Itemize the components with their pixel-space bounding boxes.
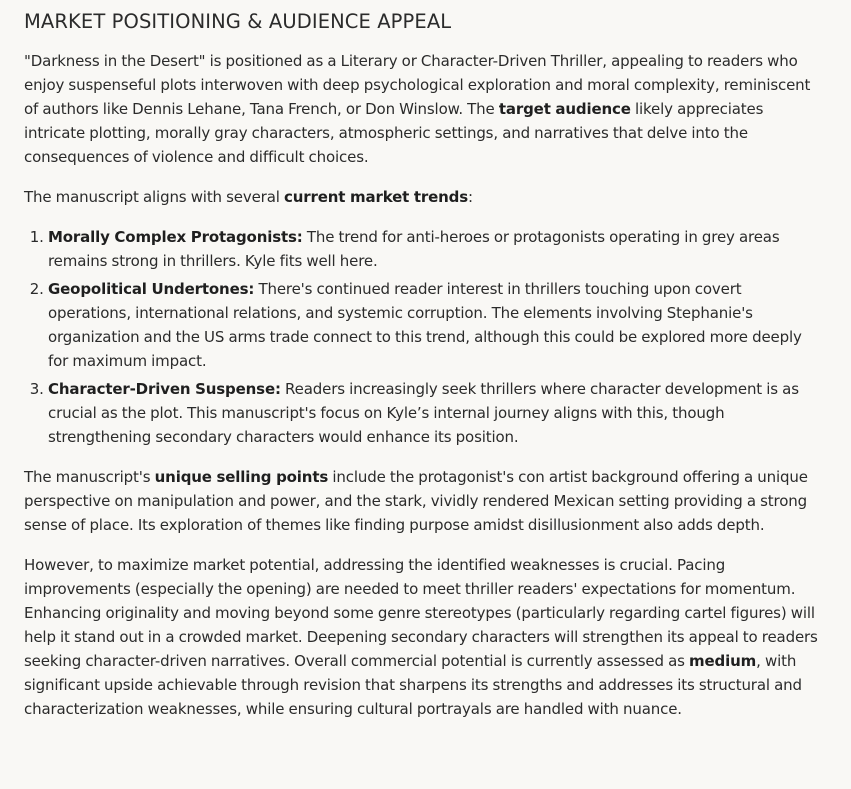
usp-text-2: include the protagonist's con artist background offering a unique perspective on manipulation and power, and the stark, vividly rendered Mexican setting providing a strong sense of place. Its exploration of themes like finding purpose amidst disillusionment also adds depth. — [24, 468, 808, 534]
trends-lead-text-1: The manuscript aligns with several — [24, 188, 284, 206]
usp-paragraph — [24, 465, 824, 537]
section-title: MARKET POSITIONING & AUDIENCE APPEAL — [24, 10, 452, 33]
trend-text: Readers increasingly seek thrillers where character development is as crucial as the plot. This manuscript's focus on Kyle’s internal journey aligns with this, though strengthening secondary characters would enhance its position. — [48, 380, 799, 446]
trend-item — [48, 277, 824, 373]
trend-heading: Morally Complex Protagonists: — [48, 228, 303, 246]
conclusion-bold-medium: medium — [689, 652, 757, 670]
trends-lead-text-2: : — [468, 188, 473, 206]
trends-list — [24, 225, 824, 449]
intro-text-2: likely appreciates intricate plotting, morally gray characters, atmospheric settings, and narratives that delve into the consequences of violence and difficult choices. — [24, 100, 764, 166]
trend-heading: Character-Driven Suspense: — [48, 380, 281, 398]
usp-text-1: The manuscript's — [24, 468, 155, 486]
trend-text: There's continued reader interest in thrillers touching upon covert operations, international relations, and systemic corruption. The elements involving Stephanie's organization and the US arms trade connect to this trend, although this could be explored more deeply for maximum impact. — [48, 280, 802, 370]
trend-heading: Geopolitical Undertones: — [48, 280, 255, 298]
usp-bold: unique selling points — [154, 468, 329, 486]
trend-item — [48, 225, 824, 273]
trend-item — [48, 377, 824, 449]
trends-lead-bold: current market trends — [283, 188, 469, 206]
conclusion-text-1: However, to maximize market potential, addressing the identified weaknesses is crucial. Pacing improvements (especially the opening) are needed to meet thriller readers' expectations for momentum. Enhancing originality and moving beyond some genre stereotypes (particularly regarding cartel figures) will help it stand out in a crowded market. Deepening secondary characters will strengthen its appeal to readers seeking character-driven narratives. Overall commercial potential is currently assessed as — [24, 556, 818, 670]
intro-paragraph — [24, 49, 824, 169]
conclusion-paragraph — [24, 553, 824, 721]
trends-lead-paragraph — [24, 185, 824, 209]
intro-bold-target-audience: target audience — [498, 100, 631, 118]
conclusion-text-2: , with significant upside achievable through revision that sharpens its strengths and addresses its structural and characterization weaknesses, while ensuring cultural portrayals are handled with nuance. — [24, 652, 802, 718]
trend-text: The trend for anti-heroes or protagonists operating in grey areas remains strong in thrillers. Kyle fits well here. — [48, 228, 780, 270]
intro-text-1: "Darkness in the Desert" is positioned as a Literary or Character-Driven Thriller, appealing to readers who enjoy suspenseful plots interwoven with deep psychological exploration and moral complexity, reminiscent of authors like Dennis Lehane, Tana French, or Don Winslow. The — [24, 52, 811, 118]
